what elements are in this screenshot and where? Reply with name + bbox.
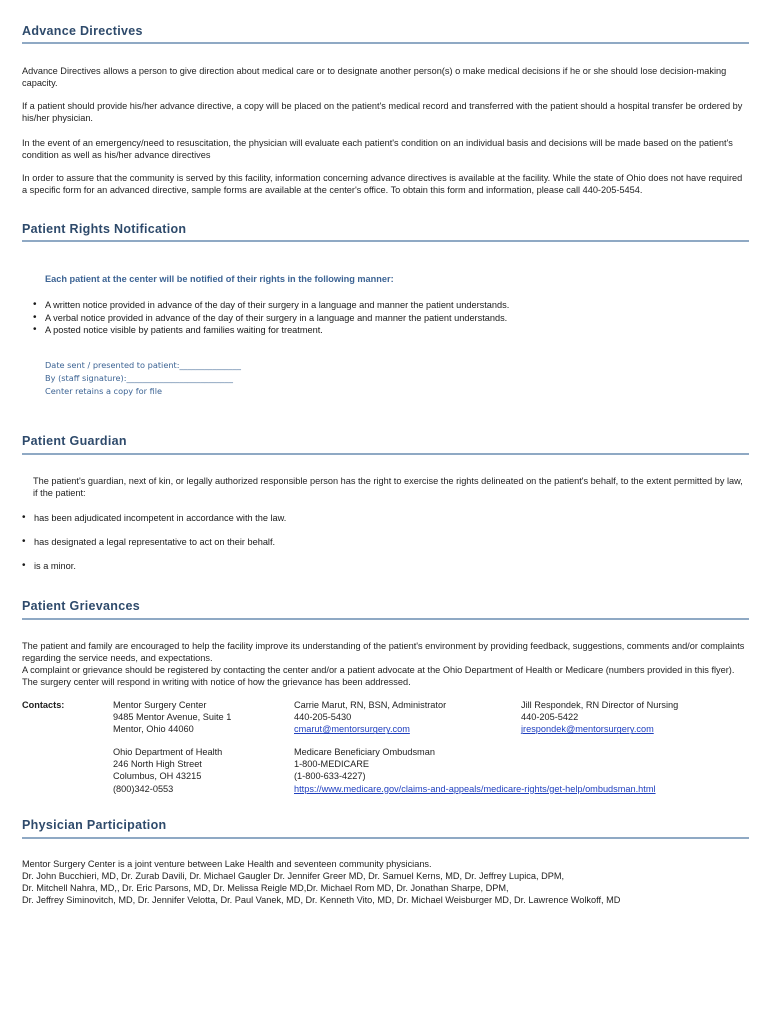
contact-name: Medicare Beneficiary Ombudsman bbox=[294, 747, 435, 757]
advance-directives-paragraph-4: In order to assure that the community is served by this facility, information concerning advance directives is available at the facility. While the state of Ohio does not have required a specific form for an advanced directive, sample forms are available at the center's office. To obtain this form and information, please call 440-205-5454. bbox=[22, 173, 743, 195]
nursing-director-contact bbox=[521, 699, 678, 736]
section-divider bbox=[22, 42, 749, 44]
contact-phone: (800)342-0553 bbox=[113, 783, 174, 794]
medicare-ombudsman-link[interactable]: https://www.medicare.gov/claims-and-appeals/medicare-rights/get-help/ombudsman.html bbox=[294, 783, 656, 794]
list-item: • is a minor. bbox=[22, 560, 749, 584]
physician-line: Dr. Jeffrey Siminovitch, MD, Dr. Jennifer Velotta, Dr. Paul Vanek, MD, Dr. Kenneth Vito, MD, Dr. Michael Weisburger MD, Dr. Lawrence Wolkoff, MD bbox=[22, 895, 621, 905]
advance-directives-paragraph-2: If a patient should provide his/her advance directive, a copy will be placed on the patient's medical record and transferred with the patient should a hospital transfer be ordered by his/her physician. bbox=[22, 101, 743, 123]
list-item: • A verbal notice provided in advance of the day of their surgery in a language and manner the patient understands. bbox=[33, 312, 749, 325]
contact-street: 246 North High Street bbox=[113, 759, 202, 770]
section-divider bbox=[22, 453, 749, 455]
contact-city: Mentor, Ohio 44060 bbox=[113, 724, 194, 735]
advance-directives-paragraph-3: In the event of an emergency/need to resuscitation, the physician will evaluate each patient's condition on an individual basis and decisions will be made based on the patient's condition as well as his/her advance directives bbox=[22, 138, 733, 160]
contacts-label: Contacts: bbox=[22, 700, 65, 710]
copy-on-file-note: Center retains a copy for file bbox=[45, 386, 163, 396]
advance-directives-heading: Advance Directives bbox=[22, 24, 143, 38]
list-item: • A written notice provided in advance of the day of their surgery in a language and manner the patient understands. bbox=[33, 299, 749, 312]
patient-rights-subheading: Each patient at the center will be notified of their rights in the following manner: bbox=[45, 274, 394, 284]
contact-phone-text: 1-800-MEDICARE bbox=[294, 759, 370, 770]
ohio-health-contact bbox=[113, 746, 222, 795]
physician-line: Dr. Mitchell Nahra, MD,, Dr. Eric Parsons, MD, Dr. Melissa Reigle MD,Dr. Michael Rom MD, Dr. Jonathan Sharpe, DPM, bbox=[22, 883, 509, 893]
date-sent-line: Date sent / presented to patient:_______________ bbox=[45, 360, 241, 370]
rights-form-lines bbox=[45, 359, 241, 398]
section-divider bbox=[22, 618, 749, 620]
contact-phone: 440-205-5422 bbox=[521, 712, 579, 723]
list-item: • has designated a legal representative to act on their behalf. bbox=[22, 536, 749, 560]
patient-guardian-heading: Patient Guardian bbox=[22, 434, 127, 448]
list-item: • A posted notice visible by patients and families waiting for treatment. bbox=[33, 324, 749, 337]
physician-line: Dr. John Bucchieri, MD, Dr. Zurab Davili, Dr. Michael Gaugler Dr. Jennifer Greer MD, Dr. Samuel Kerns, MD, Dr. Jeffrey Lupica, DPM, bbox=[22, 871, 565, 881]
contact-name: Ohio Department of Health bbox=[113, 747, 223, 757]
physician-line: Mentor Surgery Center is a joint venture between Lake Health and seventeen community physicians. bbox=[22, 859, 432, 869]
contact-phone-number: (1-800-633-4227) bbox=[294, 771, 366, 782]
patient-guardian-intro: The patient's guardian, next of kin, or legally authorized responsible person has the right to exercise the rights delineated on the patient's behalf, to the extent permitted by law, if the patient: bbox=[33, 476, 743, 498]
section-divider bbox=[22, 837, 749, 839]
contact-name: Carrie Marut, RN, BSN, Administrator bbox=[294, 700, 447, 710]
contact-phone: 440-205-5430 bbox=[294, 712, 352, 723]
grievances-paragraph-2: A complaint or grievance should be registered by contacting the center and/or a patient advocate at the Ohio Department of Health or Medicare (numbers provided in this flyer). The surgery center will respond in writing with notice of how the grievance has been addressed. bbox=[22, 665, 735, 687]
contact-name: Jill Respondek, RN Director of Nursing bbox=[521, 700, 679, 710]
patient-rights-heading: Patient Rights Notification bbox=[22, 222, 187, 236]
contact-city: Columbus, OH 43215 bbox=[113, 771, 202, 782]
mentor-surgery-contact bbox=[113, 699, 231, 736]
list-item: • has been adjudicated incompetent in accordance with the law. bbox=[22, 512, 749, 536]
administrator-contact bbox=[294, 699, 446, 736]
advance-directives-paragraph-1: Advance Directives allows a person to give direction about medical care or to designate another person(s) o make medical decisions if he or she should lose decision-making capacity. bbox=[22, 66, 727, 88]
patient-guardian-list bbox=[22, 512, 749, 584]
patient-grievances-heading: Patient Grievances bbox=[22, 599, 140, 613]
section-divider bbox=[22, 240, 749, 242]
grievances-paragraph-1: The patient and family are encouraged to help the facility improve its understanding of the patient's environment by providing feedback, suggestions, comments and/or complaints regarding the service needs, and expectations. bbox=[22, 641, 745, 663]
contact-name: Mentor Surgery Center bbox=[113, 700, 207, 710]
nursing-director-email-link[interactable]: jrespondek@mentorsurgery.com bbox=[521, 724, 654, 735]
patient-rights-list bbox=[33, 299, 749, 337]
medicare-ombudsman-contact bbox=[294, 746, 656, 795]
contact-street: 9485 Mentor Avenue, Suite 1 bbox=[113, 712, 232, 723]
physician-participation-heading: Physician Participation bbox=[22, 818, 167, 832]
administrator-email-link[interactable]: cmarut@mentorsurgery.com bbox=[294, 724, 410, 735]
physician-participation-text bbox=[22, 858, 749, 906]
staff-signature-line: By (staff signature):__________________________ bbox=[45, 373, 233, 383]
